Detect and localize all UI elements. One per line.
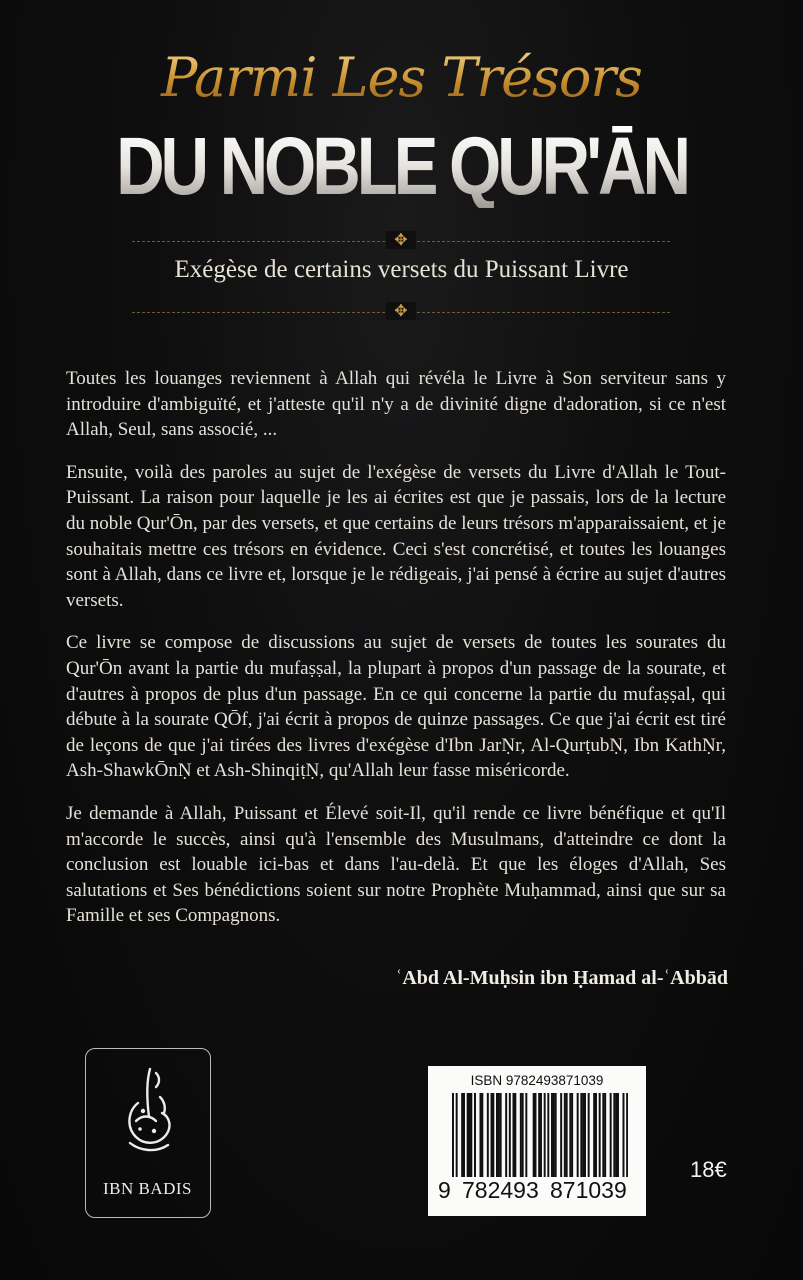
barcode-bar bbox=[610, 1093, 612, 1179]
barcode-digits-left: 782493 bbox=[462, 1177, 539, 1203]
barcode-bar bbox=[555, 1093, 557, 1179]
publisher-name: IBN BADIS bbox=[102, 1179, 193, 1198]
subtitle: Exégèse de certains versets du Puissant Livre bbox=[174, 256, 629, 283]
barcode-bar bbox=[533, 1093, 535, 1179]
barcode-bar bbox=[509, 1093, 511, 1179]
ornament-bottom-icon: ✥ bbox=[386, 302, 416, 320]
script-title: Parmi Les Trésors bbox=[0, 46, 803, 109]
barcode-bar bbox=[588, 1093, 590, 1179]
barcode-bar bbox=[487, 1093, 489, 1179]
blurb-paragraph-1: Toutes les louanges reviennent à Allah qui révéla le Livre à Son serviteur sans y introduire d'ambiguïté, et j'atteste qu'il n'y a de divinité digne d'adoration, si ce n'est Allah, Seul, sans associé, ... bbox=[66, 368, 726, 441]
barcode-bar bbox=[547, 1093, 549, 1179]
isbn-label: ISBN 9782493871039 bbox=[470, 1073, 604, 1088]
barcode-bar bbox=[500, 1093, 502, 1179]
barcode-bar bbox=[593, 1093, 595, 1179]
barcode-bar bbox=[604, 1093, 606, 1179]
barcode-bar bbox=[571, 1093, 573, 1179]
barcode-bar bbox=[566, 1093, 568, 1179]
blurb-text bbox=[66, 366, 726, 946]
barcode-bar bbox=[470, 1093, 472, 1179]
barcode-bar bbox=[584, 1093, 586, 1179]
blurb-paragraph-4: Je demande à Allah, Puissant et Élevé soit-Il, qu'il rende ce livre bénéfique et qu'Il m'accorde le succès, ainsi qu'à l'ensemble des Musulmans, d'atteindre ce dont la conclusion est louable ici-bas et dans l'au-delà. Et que les éloges d'Allah, Ses salutations et Ses bénédictions soient sur notre Prophète Muḥammad, ainsi que sur sa Famille et ses Compagnons. bbox=[66, 802, 726, 927]
barcode-bar bbox=[595, 1093, 597, 1179]
barcode-digit-first: 9 bbox=[438, 1177, 451, 1203]
barcode-bar bbox=[599, 1093, 601, 1179]
barcode-bar bbox=[617, 1093, 619, 1179]
barcode-bar bbox=[496, 1093, 498, 1179]
blurb-paragraph-3: Ce livre se compose de discussions au sujet de versets de toutes les sourates du Qur'Ōn avant la partie du mufaṣṣal, la plupart à propos d'un passage de la sourate, et d'autres à propos de plus d'un passage. En ce qui concerne la partie du mufaṣṣal, qui débute à la sourate QŌf, j'ai écrit à propos de quinze passages. Ce que j'ai écrit est tiré de leçons de que j'ai tirées des livres d'exégèse d'Ibn JarṆr, Al-QurṭubṆ, Ibn KathṆr, Ash-ShawkŌnṆ et Ash-ShinqiṭṆ, qu'Allah leur fasse miséricorde. bbox=[66, 632, 726, 782]
author-signature: ʿAbd Al-Muḥsin ibn Ḥamad al-ʿAbbād bbox=[395, 967, 728, 989]
barcode-bar bbox=[467, 1093, 469, 1179]
barcode-bar bbox=[505, 1093, 507, 1179]
ornament-top-icon: ✥ bbox=[386, 231, 416, 249]
barcode-bar bbox=[544, 1093, 546, 1179]
barcode-bar bbox=[535, 1093, 537, 1179]
barcode-bar bbox=[569, 1093, 571, 1179]
barcode-bar bbox=[513, 1093, 515, 1179]
barcode-bar bbox=[461, 1093, 463, 1179]
barcode-bar bbox=[522, 1093, 524, 1179]
barcode-bar bbox=[613, 1093, 615, 1179]
price-label: 18€ bbox=[690, 1157, 727, 1182]
barcode-bar bbox=[551, 1093, 553, 1179]
blurb-paragraph-2: Ensuite, voilà des paroles au sujet de l'exégèse de versets du Livre d'Allah le Tout-Puissant. La raison pour laquelle je les ai écrites est que je passais, lors de la lecture du noble Qur'Ōn, par des versets, et que certains de leurs trésors m'apparaissaient, et je souhaitais mettre ces trésors en évidence. Ceci s'est concrétisé, et toutes les louanges sont à Allah, dans ce livre et, lorsque je le rédigeais, j'ai pensé à écrire au sujet d'autres versets. bbox=[66, 461, 726, 611]
barcode-bar bbox=[560, 1093, 562, 1179]
barcode-bar bbox=[615, 1093, 617, 1179]
barcode-bar bbox=[525, 1093, 527, 1179]
barcode-bar bbox=[491, 1093, 493, 1179]
barcode-bar bbox=[514, 1093, 516, 1179]
barcode-bar bbox=[463, 1093, 465, 1179]
barcode-bar bbox=[577, 1093, 579, 1179]
barcode-bar bbox=[582, 1093, 584, 1179]
barcode-bar bbox=[520, 1093, 522, 1179]
barcode-bar bbox=[498, 1093, 500, 1179]
barcode-digits bbox=[436, 1177, 640, 1203]
barcode-bar bbox=[553, 1093, 555, 1179]
barcode-bar bbox=[469, 1093, 471, 1179]
main-title: DU NOBLE QUR'ĀN bbox=[72, 126, 730, 208]
barcode-bar bbox=[481, 1093, 483, 1179]
publisher-logo bbox=[85, 1048, 211, 1218]
barcode-bar bbox=[602, 1093, 604, 1179]
barcode-bar bbox=[492, 1093, 494, 1179]
barcode-bar bbox=[474, 1093, 476, 1179]
publisher-calligraphy-icon bbox=[116, 1063, 180, 1159]
barcode-bar bbox=[564, 1093, 566, 1179]
barcode-digits-right: 871039 bbox=[550, 1177, 627, 1203]
barcode-bar bbox=[580, 1093, 582, 1179]
isbn-barcode bbox=[428, 1066, 646, 1216]
barcode-bar bbox=[480, 1093, 482, 1179]
